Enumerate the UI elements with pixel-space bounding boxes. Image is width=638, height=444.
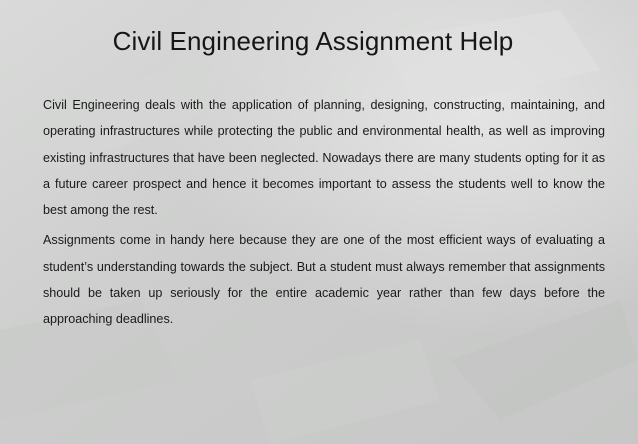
paragraph: Civil Engineering deals with the application of planning, designing, constructing, maintaining, and operating infrastructures while protecting the public and environmental health, as well as improving existing infrastructures that have been neglected. Nowadays there are many students opting for it as a future career prospect and hence it becomes important to assess the students well to know the best among the rest. [43,98,605,218]
slide-title: Civil Engineering Assignment Help [112,26,514,56]
paragraph: Assignments come in handy here because they are one of the most efficient ways of evaluating a student’s understanding towards the subject. But a student must always remember that assignments should be taken up seriously for the entire academic year rather than few days before the approaching deadlines. [43,233,605,327]
slide-body [43,92,605,333]
